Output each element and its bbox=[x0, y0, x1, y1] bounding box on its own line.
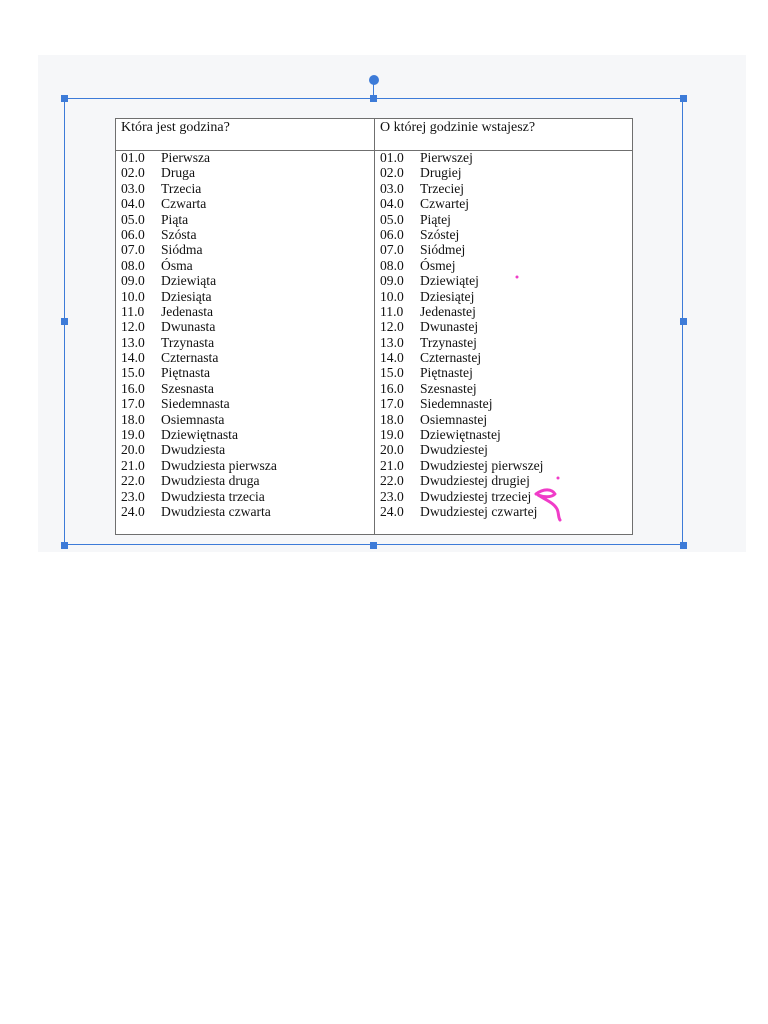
table-row bbox=[121, 165, 277, 180]
row-time: 19.0 bbox=[380, 427, 404, 443]
row-time: 17.0 bbox=[121, 396, 145, 412]
row-time: 18.0 bbox=[380, 411, 404, 427]
row-time: 13.0 bbox=[121, 334, 145, 350]
table-row bbox=[380, 396, 543, 411]
row-word: Siódmej bbox=[420, 242, 466, 258]
row-word: Czternasta bbox=[161, 350, 219, 366]
row-word: Drugiej bbox=[420, 165, 462, 181]
row-word: Dwudziesta druga bbox=[161, 473, 260, 489]
right-column-header: O której godzinie wstajesz? bbox=[380, 120, 536, 135]
row-word: Dwunasta bbox=[161, 319, 216, 335]
row-time: 07.0 bbox=[121, 242, 145, 258]
row-word: Osiemnastej bbox=[420, 411, 488, 427]
table-row bbox=[380, 381, 543, 396]
row-time: 15.0 bbox=[380, 365, 404, 381]
table-row bbox=[380, 489, 543, 504]
row-word: Piętnastej bbox=[420, 365, 473, 381]
table-row bbox=[121, 335, 277, 350]
row-time: 09.0 bbox=[121, 273, 145, 289]
row-word: Czwartej bbox=[420, 196, 470, 212]
row-word: Siedemnastej bbox=[420, 396, 493, 412]
row-word: Dziesiąta bbox=[161, 288, 212, 304]
table-row bbox=[121, 458, 277, 473]
resize-handle-middle-right[interactable] bbox=[680, 318, 687, 325]
row-time: 01.0 bbox=[380, 150, 404, 165]
row-time: 16.0 bbox=[121, 380, 145, 396]
row-word: Trzynastej bbox=[420, 334, 477, 350]
row-time: 07.0 bbox=[380, 242, 404, 258]
table-row bbox=[121, 350, 277, 365]
resize-handle-top-right[interactable] bbox=[680, 95, 687, 102]
row-word: Dwudziesta czwarta bbox=[161, 503, 271, 519]
row-time: 11.0 bbox=[380, 303, 404, 319]
rotate-handle[interactable] bbox=[369, 75, 379, 85]
table-row bbox=[121, 504, 277, 519]
row-word: Dziewiątej bbox=[420, 273, 479, 289]
row-time: 03.0 bbox=[380, 180, 404, 196]
row-time: 02.0 bbox=[380, 165, 404, 181]
resize-handle-bottom-left[interactable] bbox=[61, 542, 68, 549]
row-word: Szesnastej bbox=[420, 380, 477, 396]
table-row bbox=[380, 242, 543, 257]
row-time: 10.0 bbox=[121, 288, 145, 304]
table-row bbox=[121, 181, 277, 196]
table-row bbox=[121, 473, 277, 488]
row-word: Siódma bbox=[161, 242, 203, 258]
table-row bbox=[121, 442, 277, 457]
table-row bbox=[121, 289, 277, 304]
row-time: 19.0 bbox=[121, 427, 145, 443]
row-word: Pierwszej bbox=[420, 150, 473, 165]
row-time: 21.0 bbox=[121, 457, 145, 473]
row-word: Szóstej bbox=[420, 226, 460, 242]
table-row bbox=[121, 196, 277, 211]
table-row bbox=[380, 196, 543, 211]
row-word: Dwudziesta bbox=[161, 442, 226, 458]
table-row bbox=[380, 504, 543, 519]
row-time: 24.0 bbox=[121, 503, 145, 519]
table-row bbox=[121, 258, 277, 273]
row-word: Czternastej bbox=[420, 350, 482, 366]
resize-handle-middle-left[interactable] bbox=[61, 318, 68, 325]
row-time: 24.0 bbox=[380, 503, 404, 519]
row-word: Dziewiętnasta bbox=[161, 427, 238, 443]
row-time: 13.0 bbox=[380, 334, 404, 350]
row-word: Trzeciej bbox=[420, 180, 465, 196]
resize-handle-bottom-center[interactable] bbox=[370, 542, 377, 549]
row-time: 21.0 bbox=[380, 457, 404, 473]
row-time: 22.0 bbox=[121, 473, 145, 489]
table-row bbox=[121, 304, 277, 319]
row-time: 23.0 bbox=[121, 488, 145, 504]
row-word: Siedemnasta bbox=[161, 396, 230, 412]
table-row bbox=[380, 350, 543, 365]
row-time: 06.0 bbox=[121, 226, 145, 242]
table-row bbox=[380, 458, 543, 473]
row-time: 01.0 bbox=[121, 150, 145, 165]
row-time: 20.0 bbox=[380, 442, 404, 458]
row-time: 04.0 bbox=[380, 196, 404, 212]
row-word: Dwudziestej drugiej bbox=[420, 473, 530, 489]
table-row bbox=[121, 150, 277, 165]
table-row bbox=[380, 227, 543, 242]
row-time: 22.0 bbox=[380, 473, 404, 489]
table-row bbox=[121, 412, 277, 427]
table-row bbox=[121, 381, 277, 396]
row-time: 17.0 bbox=[380, 396, 404, 412]
row-word: Dwudziesta pierwsza bbox=[161, 457, 277, 473]
row-time: 05.0 bbox=[380, 211, 404, 227]
row-word: Dwudziestej czwartej bbox=[420, 503, 538, 519]
table-row bbox=[121, 319, 277, 334]
table-row bbox=[380, 319, 543, 334]
table-row bbox=[380, 365, 543, 380]
row-word: Druga bbox=[161, 165, 195, 181]
table-row bbox=[380, 150, 543, 165]
row-word: Dziewiętnastej bbox=[420, 427, 501, 443]
row-word: Trzecia bbox=[161, 180, 202, 196]
row-word: Szesnasta bbox=[161, 380, 214, 396]
table-row bbox=[121, 242, 277, 257]
table-row bbox=[121, 427, 277, 442]
row-time: 05.0 bbox=[121, 211, 145, 227]
table-row bbox=[121, 365, 277, 380]
row-time: 04.0 bbox=[121, 196, 145, 212]
row-word: Dwudziesta trzecia bbox=[161, 488, 265, 504]
row-time: 14.0 bbox=[380, 350, 404, 366]
table-row bbox=[121, 396, 277, 411]
row-time: 10.0 bbox=[380, 288, 404, 304]
table-row bbox=[121, 273, 277, 288]
row-word: Szósta bbox=[161, 226, 197, 242]
table-row bbox=[380, 165, 543, 180]
row-time: 12.0 bbox=[380, 319, 404, 335]
table-row bbox=[380, 181, 543, 196]
table-row bbox=[380, 258, 543, 273]
table-row bbox=[380, 289, 543, 304]
resize-handle-top-left[interactable] bbox=[61, 95, 68, 102]
table-row bbox=[380, 427, 543, 442]
row-word: Jedenastej bbox=[420, 303, 476, 319]
left-column-header: Która jest godzina? bbox=[121, 120, 230, 135]
resize-handle-top-center[interactable] bbox=[370, 95, 377, 102]
row-word: Ósmej bbox=[420, 257, 456, 273]
row-time: 06.0 bbox=[380, 226, 404, 242]
table-row bbox=[380, 442, 543, 457]
row-word: Piąta bbox=[161, 211, 189, 227]
row-time: 11.0 bbox=[121, 303, 145, 319]
row-word: Dwudziestej trzeciej bbox=[420, 488, 532, 504]
row-time: 02.0 bbox=[121, 165, 145, 181]
row-time: 18.0 bbox=[121, 411, 145, 427]
table-row bbox=[380, 304, 543, 319]
row-word: Dwudziestej pierwszej bbox=[420, 457, 544, 473]
row-word: Piątej bbox=[420, 211, 451, 227]
table-row bbox=[380, 335, 543, 350]
row-time: 14.0 bbox=[121, 350, 145, 366]
row-word: Dwunastej bbox=[420, 319, 479, 335]
row-word: Trzynasta bbox=[161, 334, 215, 350]
row-time: 15.0 bbox=[121, 365, 145, 381]
row-word: Dwudziestej bbox=[420, 442, 488, 458]
resize-handle-bottom-right[interactable] bbox=[680, 542, 687, 549]
row-time: 23.0 bbox=[380, 488, 404, 504]
table-row bbox=[380, 473, 543, 488]
time-words-table bbox=[115, 118, 633, 535]
left-column-list bbox=[121, 150, 277, 519]
table-row bbox=[380, 412, 543, 427]
column-divider bbox=[374, 119, 375, 534]
row-time: 16.0 bbox=[380, 380, 404, 396]
row-word: Czwarta bbox=[161, 196, 207, 212]
row-word: Osiemnasta bbox=[161, 411, 225, 427]
row-word: Pierwsza bbox=[161, 150, 211, 165]
table-row bbox=[380, 212, 543, 227]
row-word: Dziesiątej bbox=[420, 288, 475, 304]
row-word: Piętnasta bbox=[161, 365, 211, 381]
row-word: Ósma bbox=[161, 257, 193, 273]
table-row bbox=[121, 212, 277, 227]
row-time: 12.0 bbox=[121, 319, 145, 335]
row-time: 08.0 bbox=[121, 257, 145, 273]
table-row bbox=[380, 273, 543, 288]
right-column-list bbox=[380, 150, 543, 519]
row-time: 08.0 bbox=[380, 257, 404, 273]
table-row bbox=[121, 227, 277, 242]
row-word: Jedenasta bbox=[161, 303, 214, 319]
row-time: 09.0 bbox=[380, 273, 404, 289]
row-time: 20.0 bbox=[121, 442, 145, 458]
row-word: Dziewiąta bbox=[161, 273, 217, 289]
table-row bbox=[121, 489, 277, 504]
row-time: 03.0 bbox=[121, 180, 145, 196]
